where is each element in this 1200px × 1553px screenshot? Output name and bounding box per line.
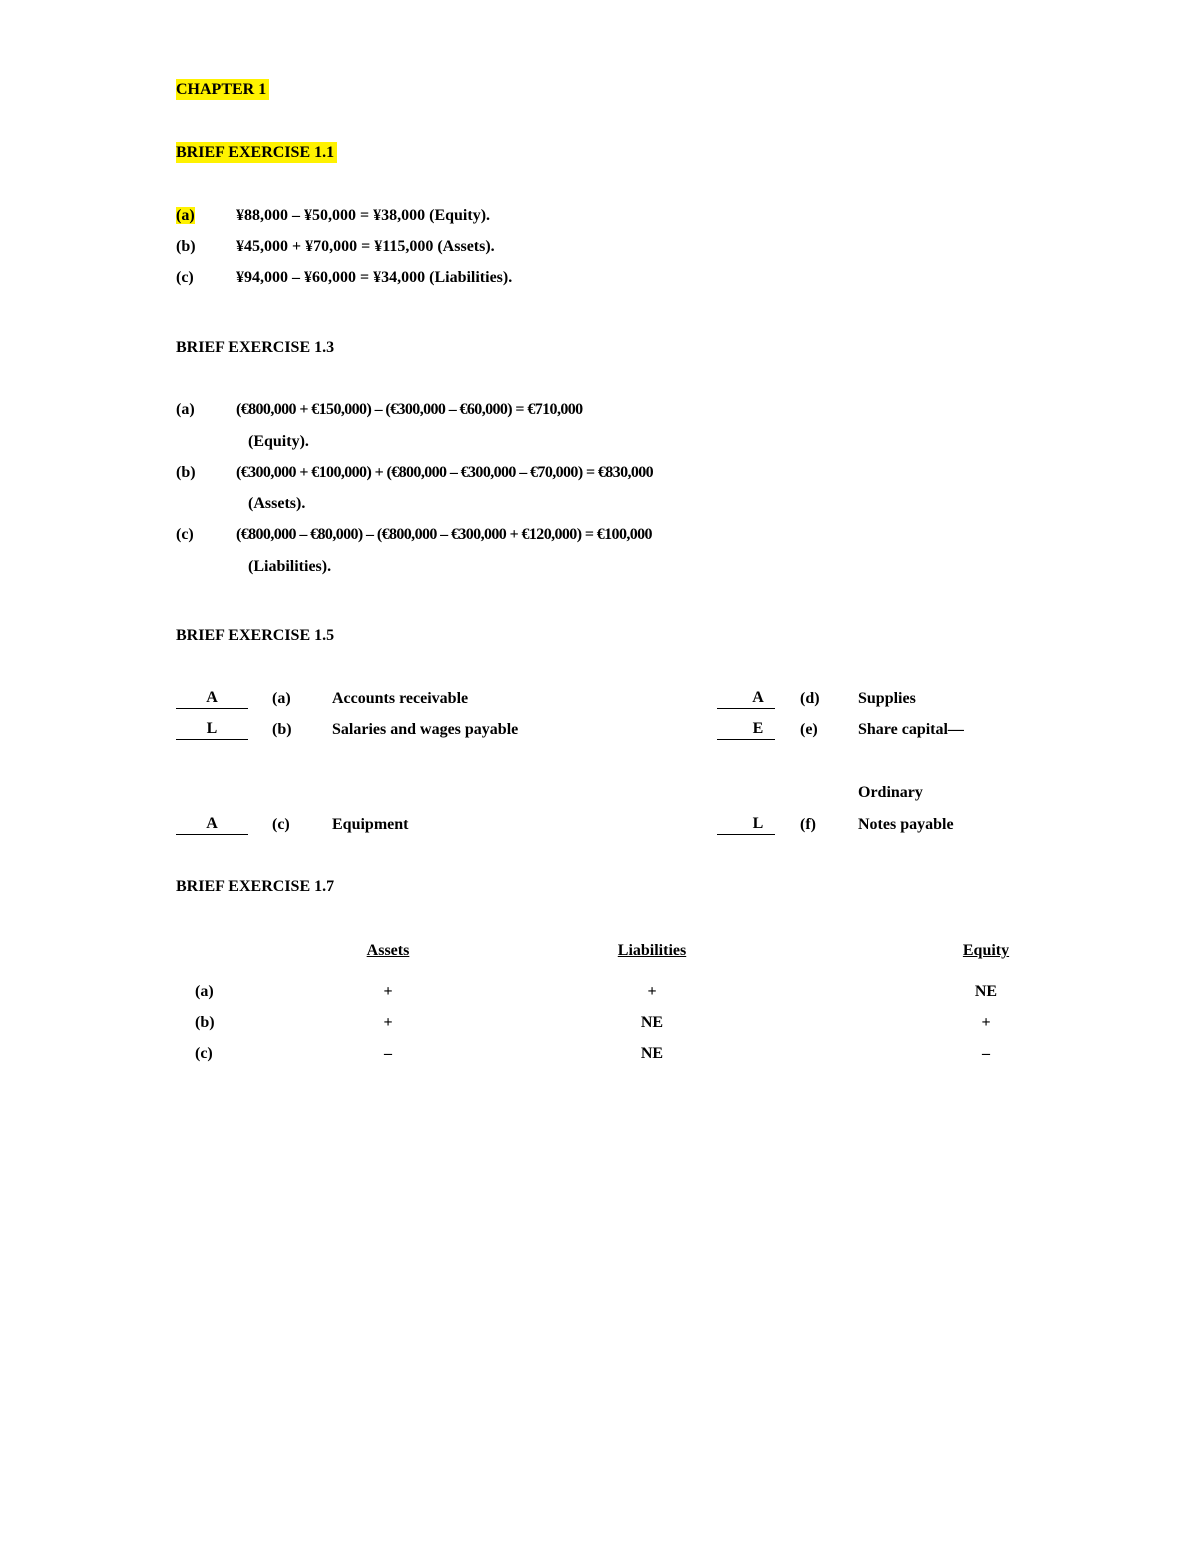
exercise-1-3-cont-b: (Assets). [248,495,306,512]
exercise-1-5-label-a: (a) [272,690,291,707]
chapter-title [176,80,269,100]
exercise-1-5-label-c: (c) [272,816,290,833]
exercise-1-5-text-a: Accounts receivable [332,690,469,707]
exercise-1-3-label-b: (b) [176,464,196,481]
exercise-1-5-text-c: Equipment [332,816,409,833]
exercise-1-5-answer-a: A [176,689,248,709]
exercise-1-5-text-e-cont: Ordinary [858,784,923,801]
exercise-1-5-label-d: (d) [800,690,820,707]
exercise-1-1-text-c: ¥94,000 – ¥60,000 = ¥34,000 (Liabilities). [236,269,513,286]
exercise-1-7-row-a-equity: NE [974,983,998,1000]
exercise-1-7-row-b-assets: + [383,1014,393,1031]
exercise-1-5-text-e: Share capital— [858,721,964,738]
exercise-1-3-text-b: (€300,000 + €100,000) + (€800,000 – €300,000 – €70,000) = €830,000 [236,464,654,481]
exercise-1-7-row-a-label: (a) [195,983,214,1000]
exercise-1-7-col-equity: Equity [962,942,1010,959]
exercise-1-1-heading [176,143,337,163]
exercise-1-7-row-c-equity: – [982,1045,990,1062]
exercise-1-5-heading: BRIEF EXERCISE 1.5 [176,627,335,644]
exercise-1-5-label-f: (f) [800,816,816,833]
exercise-1-7-row-b-liabilities: NE [640,1014,664,1031]
exercise-1-5-answer-f-text: L [752,815,764,832]
exercise-1-1-label-b: (b) [176,238,196,255]
exercise-1-1-text-b: ¥45,000 + ¥70,000 = ¥115,000 (Assets). [236,238,495,255]
exercise-1-7-row-c-liabilities: NE [640,1045,664,1062]
exercise-1-5-answer-f [717,815,775,835]
exercise-1-3-heading: BRIEF EXERCISE 1.3 [176,339,335,356]
exercise-1-5-text-d: Supplies [858,690,916,707]
exercise-1-3-label-a: (a) [176,401,195,418]
exercise-1-5-answer-b: L [176,720,248,740]
exercise-1-3-label-c: (c) [176,526,194,543]
exercise-1-1-label-a [176,206,195,226]
exercise-1-7-row-a-assets: + [383,983,393,1000]
exercise-1-7-row-a-liabilities: + [647,983,657,1000]
exercise-1-1-label-c: (c) [176,269,194,286]
exercise-1-3-cont-c: (Liabilities). [248,558,332,575]
exercise-1-1-heading-text: BRIEF EXERCISE 1.1 [176,142,337,163]
exercise-1-5-answer-d-text: A [752,689,764,706]
exercise-1-3-text-a: (€800,000 + €150,000) – (€300,000 – €60,000) = €710,000 [236,401,583,418]
exercise-1-5-answer-e-text: E [752,720,764,737]
exercise-1-5-answer-e [717,720,775,740]
exercise-1-5-text-b: Salaries and wages payable [332,721,519,738]
exercise-1-3-cont-a: (Equity). [248,433,309,450]
exercise-1-5-answer-c: A [176,815,248,835]
exercise-1-5-label-b: (b) [272,721,292,738]
exercise-1-7-row-c-label: (c) [195,1045,213,1062]
exercise-1-5-label-e: (e) [800,721,818,738]
exercise-1-7-row-b-label: (b) [195,1014,215,1031]
exercise-1-5-text-f: Notes payable [858,816,954,833]
chapter-title-text: CHAPTER 1 [176,79,269,100]
exercise-1-1-label-a-text: (a) [176,207,195,224]
exercise-1-7-row-c-assets: – [384,1045,392,1062]
exercise-1-5-answer-d [717,689,775,709]
exercise-1-7-col-liabilities: Liabilities [617,942,687,959]
exercise-1-3-text-c: (€800,000 – €80,000) – (€800,000 – €300,000 + €120,000) = €100,000 [236,526,652,543]
exercise-1-7-heading: BRIEF EXERCISE 1.7 [176,878,335,895]
exercise-1-7-col-assets: Assets [366,942,410,959]
exercise-1-1-text-a: ¥88,000 – ¥50,000 = ¥38,000 (Equity). [236,207,491,224]
exercise-1-7-row-b-equity: + [981,1014,991,1031]
